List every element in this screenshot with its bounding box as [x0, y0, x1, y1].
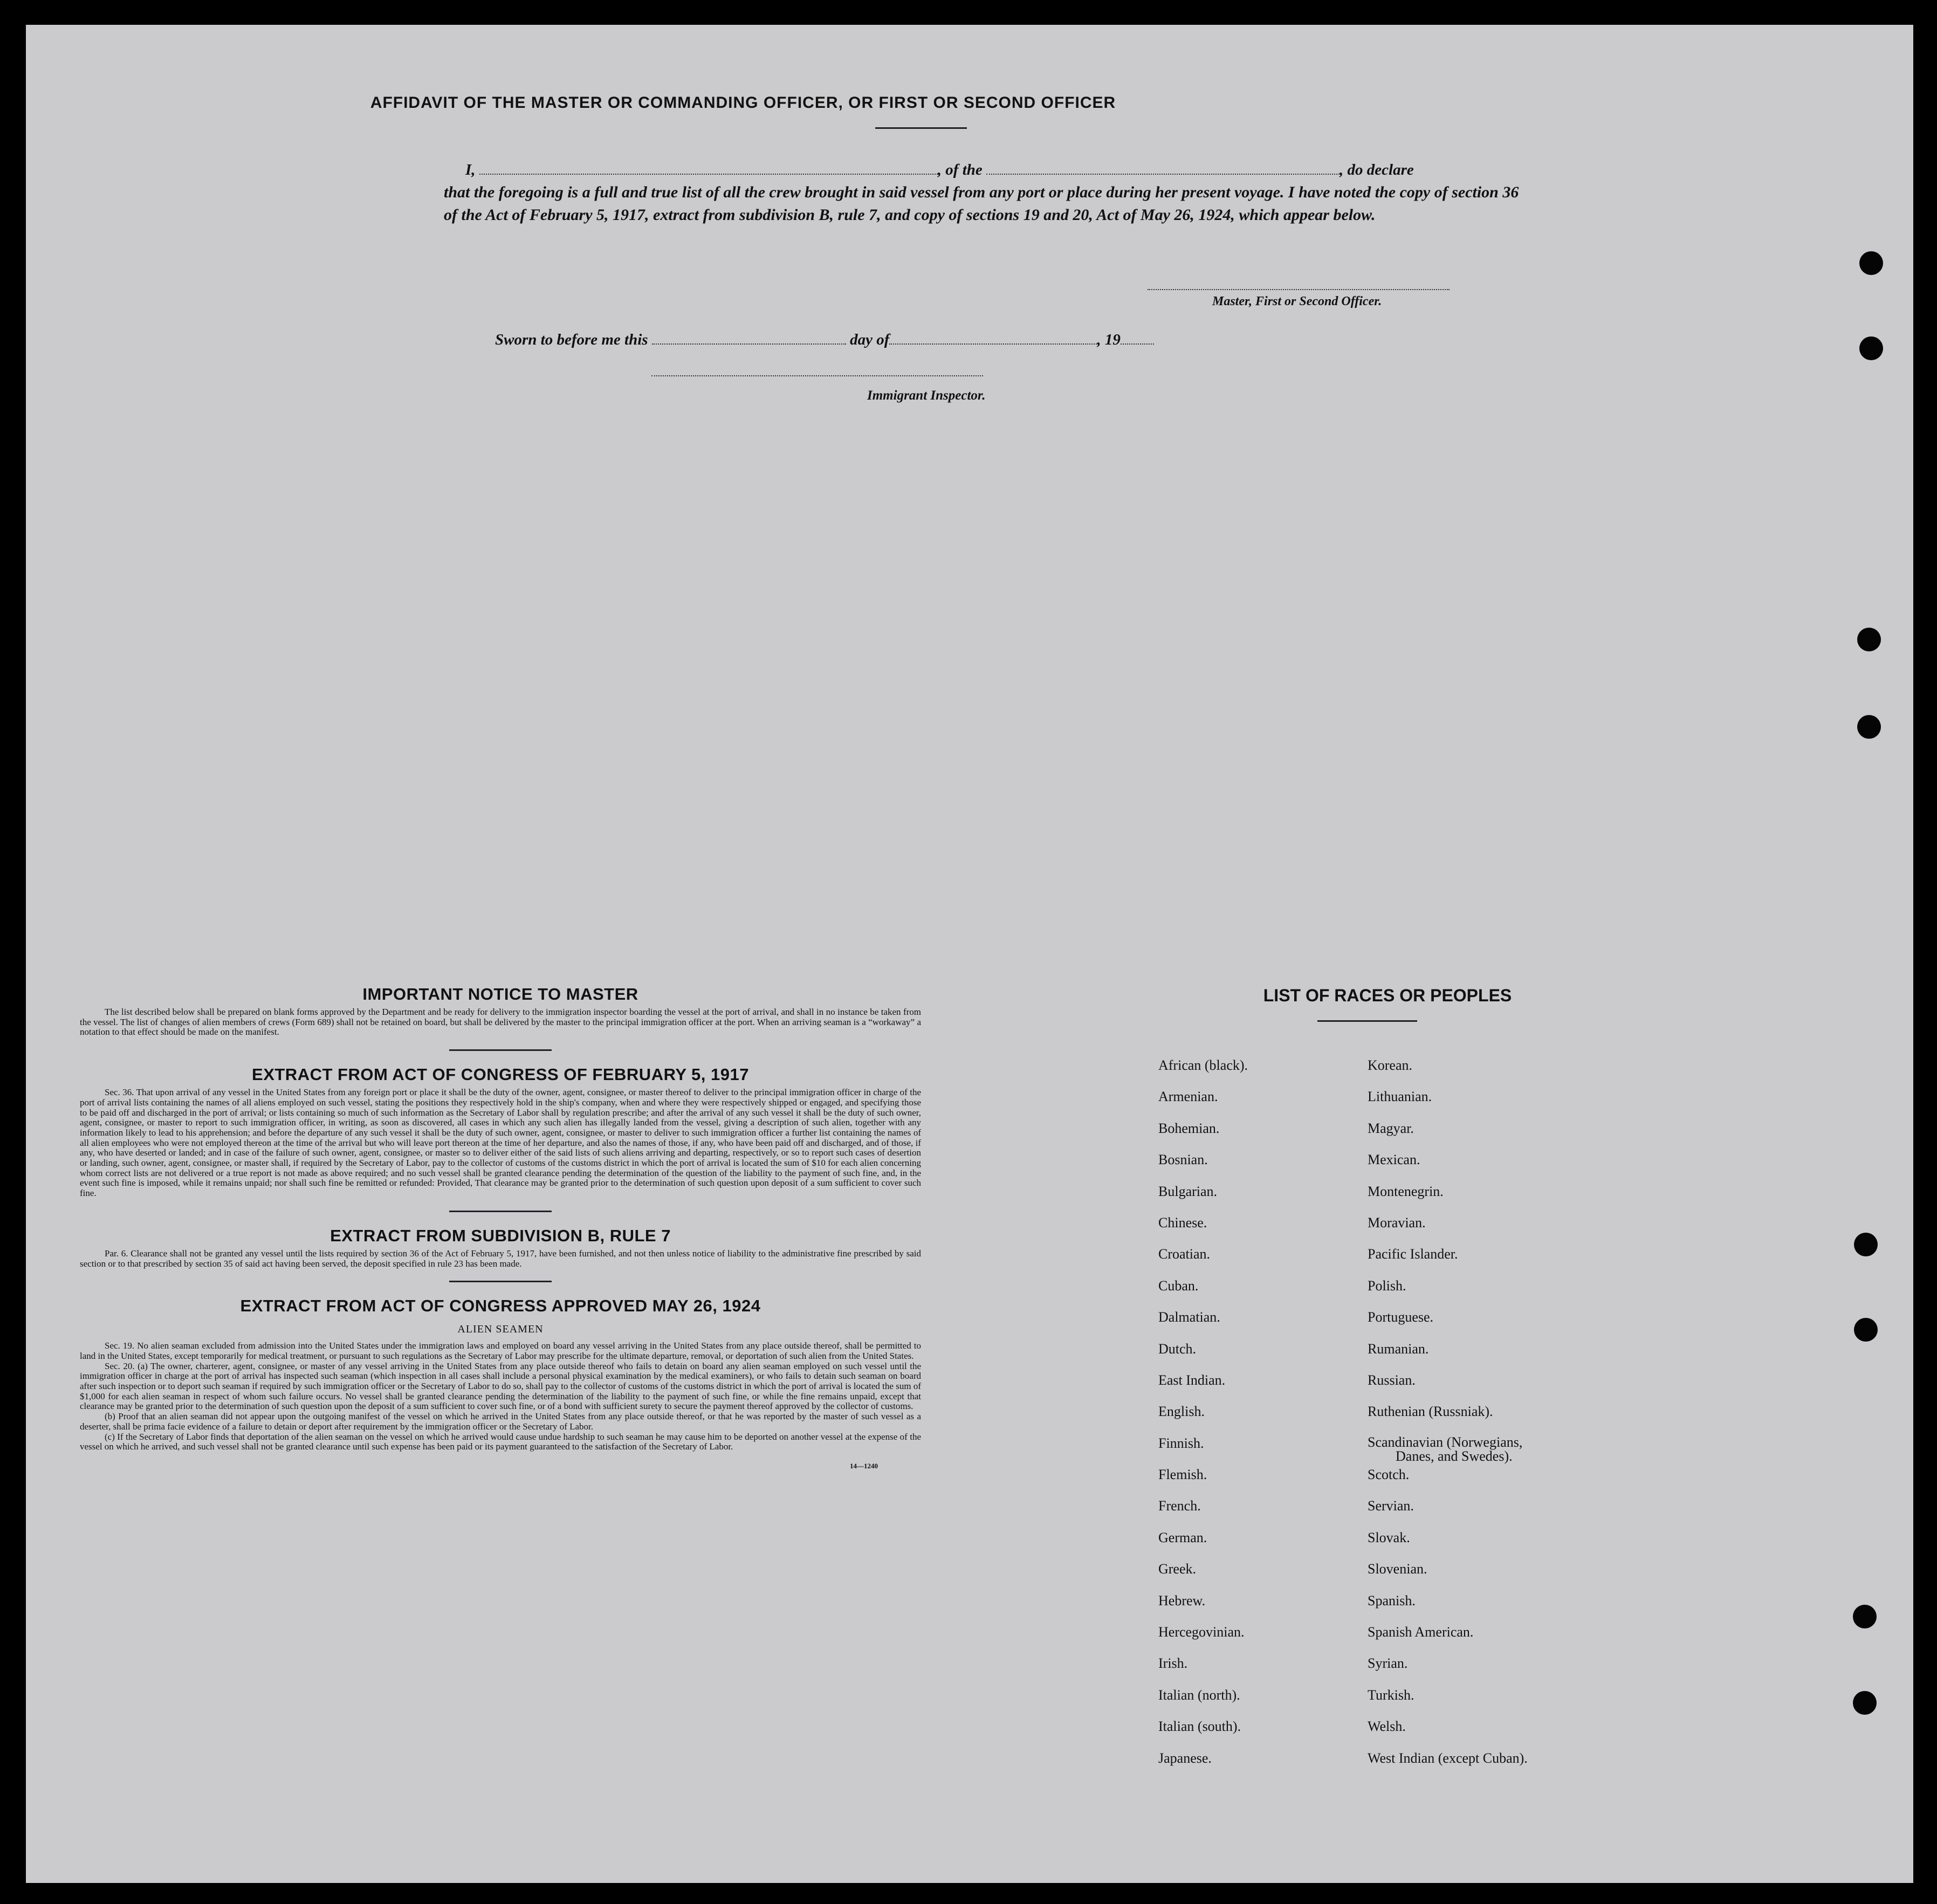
punch-hole	[1853, 1605, 1877, 1628]
race-item: West Indian (except Cuban).	[1368, 1750, 1528, 1766]
section-divider	[449, 1211, 552, 1212]
race-item: Scotch.	[1368, 1467, 1410, 1483]
vessel-blank[interactable]	[986, 162, 1340, 175]
punch-hole	[1857, 715, 1881, 739]
extract-1917-text: Sec. 36. That upon arrival of any vessel in the United States from any foreign port or place it shall be the duty of the owner, agent, consignee, or master thereof to deliver to the principal immigration officer in charge of the port of arrival lists containing the names of all aliens employed on such vessel, stating the positions they respectively hold in the ship's company, when and where they were respectively shipped or engaged, and specifying those to be paid off and discharged in the port of arrival; or lists containing so much of such information as the Secretary of Labor shall by regulation prescribe; and after the arrival of any such vessel it shall be the duty of such owner, agent, consignee, or master to report to such immigration officer, in writing, as soon as discovered, all cases in which any such alien has illegally landed from the vessel, giving a description of such alien, together with any information likely to lead to his apprehension; and before the departure of any such vessel it shall be the duty of such owner, agent, consignee, or master to deliver to such immigration officer a further list containing the names of all alien employees who were not employed thereon at the time of the arrival but who will leave port thereon at the time of her departure, and also the names of those, if any, who have been paid off and discharged, and of those, if any, who have deserted or landed; and in case of the failure of such owner, agent, consignee, or master so to deliver either of the said lists of such aliens arriving and departing, respectively, or so to report such cases of desertion or landing, such owner, agent, consignee, or master shall, if required by the Secretary of Labor, pay to the collector of customs of the customs district in which the port of arrival is located the sum of $10 for each alien concerning whom correct lists are not delivered or a true report is not made as above required; and no such vessel shall be granted clearance pending the determination of the question of the liability to the payment of such fine, and, in the event such fine is imposed, while it remains unpaid; nor shall such fine be remitted or refunded: Provided, That clearance may be granted prior to the determination of such question upon deposit of a sum sufficient to cover such fine.	[80, 1087, 921, 1199]
signature-label: Master, First or Second Officer.	[1212, 294, 1382, 308]
race-item: Syrian.	[1368, 1655, 1408, 1672]
title-divider	[875, 127, 967, 129]
races-divider	[1317, 1020, 1417, 1022]
section-divider	[449, 1281, 552, 1282]
sworn-month-blank[interactable]	[889, 332, 1097, 345]
race-item: Korean.	[1368, 1057, 1413, 1073]
race-item: Welsh.	[1368, 1719, 1406, 1735]
punch-hole	[1853, 1691, 1877, 1715]
race-item: East Indian.	[1158, 1372, 1226, 1388]
declare-label: , do declare	[1340, 161, 1414, 178]
race-item: Dutch.	[1158, 1341, 1197, 1357]
notice-text: The list described below shall be prepared on blank forms approved by the Department and be ready for delivery to the immigration inspector boarding the vessel at the port of arrival, and shall in no instance be taken from the vessel. The list of changes of alien members of crews (Form 689) shall not be retained on board, but shall be delivered by the master to the principal immigration officer at the port. When an arriving seaman is a “workaway” a notation to that effect should be made on the manifest.	[80, 1007, 921, 1037]
day-of-label: day of	[850, 331, 890, 348]
race-item: French.	[1158, 1498, 1201, 1514]
race-item: Greek.	[1158, 1561, 1197, 1577]
signature-blank[interactable]	[1148, 289, 1450, 290]
race-item: Spanish.	[1368, 1592, 1416, 1609]
affidavit-title: AFFIDAVIT OF THE MASTER OR COMMANDING OFFICER, OR FIRST OR SECOND OFFICER	[370, 94, 1116, 112]
race-item: Irish.	[1158, 1655, 1188, 1672]
race-item: Cuban.	[1158, 1277, 1199, 1294]
race-item: Hebrew.	[1158, 1592, 1206, 1609]
race-item: Flemish.	[1158, 1467, 1207, 1483]
race-item: English.	[1158, 1404, 1205, 1420]
year-label: , 19	[1097, 331, 1121, 348]
race-item: Ruthenian (Russniak).	[1368, 1404, 1493, 1420]
sworn-day-blank[interactable]	[652, 332, 846, 345]
punch-hole	[1854, 1233, 1878, 1256]
of-the-label: , of the	[937, 161, 983, 178]
race-item: Polish.	[1368, 1277, 1406, 1294]
inspector-signature-blank[interactable]	[651, 375, 983, 376]
race-item: Finnish.	[1158, 1435, 1204, 1451]
race-item: Moravian.	[1368, 1214, 1426, 1231]
inspector-label: Immigrant Inspector.	[867, 388, 986, 403]
race-item-line1: Scandinavian (Norwegians,	[1368, 1434, 1523, 1450]
section-divider	[449, 1049, 552, 1051]
notices-column	[80, 985, 921, 1470]
race-item: Dalmatian.	[1158, 1309, 1220, 1325]
sec19-text: Sec. 19. No alien seaman excluded from admission into the United States under the immigration laws and employed on board any vessel arriving in the United States from any place outside thereof, shall be permitted to land in the United States, except temporarily for medical treatment, or pursuant to such regulations as the Secretary of Labor may prescribe for the ultimate departure, removal, or deportation of such alien from the United States.	[80, 1341, 921, 1361]
race-item: Slovak.	[1368, 1529, 1410, 1545]
sworn-year-blank[interactable]	[1121, 332, 1154, 345]
races-title: LIST OF RACES OR PEOPLES	[1263, 986, 1512, 1005]
race-item: Slovenian.	[1368, 1561, 1427, 1577]
extract-1924-title: EXTRACT FROM ACT OF CONGRESS APPROVED MAY 26, 1924	[240, 1296, 761, 1316]
races-right-column	[1368, 1057, 1528, 1782]
notice-title: IMPORTANT NOTICE TO MASTER	[362, 985, 638, 1003]
race-item: Italian (south).	[1158, 1719, 1241, 1735]
race-item: Armenian.	[1158, 1089, 1218, 1105]
punch-hole	[1857, 628, 1881, 651]
race-item: Italian (north).	[1158, 1687, 1240, 1703]
race-item: Japanese.	[1158, 1750, 1212, 1766]
punch-hole	[1854, 1318, 1878, 1342]
sworn-prefix: Sworn to before me this	[495, 331, 648, 348]
affidavit-first-line	[465, 161, 1414, 179]
race-item: Rumanian.	[1368, 1341, 1429, 1357]
race-item: Spanish American.	[1368, 1624, 1474, 1640]
race-item: Montenegrin.	[1368, 1183, 1444, 1199]
race-item: Bohemian.	[1158, 1120, 1220, 1136]
race-item: Portuguese.	[1368, 1309, 1434, 1325]
punch-hole	[1859, 336, 1883, 360]
name-blank[interactable]	[479, 162, 938, 175]
sworn-line	[495, 331, 1154, 349]
sec20b-text: (b) Proof that an alien seaman did not appear upon the outgoing manifest of the vessel on which he arrived in the United States from any place outside thereof, or that he was reported by the master of such vessel as a deserter, shall be prima facie evidence of a failure to detain or deport after requirement by the immigration officer or the Secretary of Labor.	[80, 1411, 921, 1432]
race-item: Bulgarian.	[1158, 1183, 1218, 1199]
affidavit-body: that the foregoing is a full and true list of all the crew brought in said vessel from any port or place during her present voyage. I have noted the copy of section 36 of the Act of February 5, 1917, extract from subdivision B, rule 7, and copy of sections 19 and 20, Act of May 26, 1924, which appear below.	[444, 183, 1519, 224]
race-item: Mexican.	[1368, 1152, 1420, 1168]
race-item: Pacific Islander.	[1368, 1246, 1458, 1262]
race-item: German.	[1158, 1529, 1207, 1545]
race-item: Magyar.	[1368, 1120, 1414, 1136]
race-item-line2: Danes, and Swedes).	[1396, 1448, 1513, 1464]
sec20a-text: Sec. 20. (a) The owner, charterer, agent, consignee, or master of any vessel arriving in the United States from any place outside thereof who fails to detain on board any alien seaman employed on such vessel until the immigration officer in charge at the port of arrival has inspected such seaman (which inspection in all cases shall include a personal physical examination by the medical examiners), or who fails to detain such seaman on board after such inspection or to deport such seaman if required by such immigration officer or the Secretary of Labor to do so, shall pay to the collector of customs of the customs district in which the port of arrival is located the sum of $1,000 for each alien seaman in respect of whom such failure occurs. No vessel shall be granted clearance pending the determination of the liability to the payment of such fine, or while the fine remains unpaid, except that clearance may be granted prior to the determination of such question upon the deposit of a sum sufficient to cover such fine, or of a bond with sufficient surety to secure the payment thereof approved by the collector of customs.	[80, 1360, 921, 1412]
races-left-column	[1158, 1057, 1248, 1782]
race-item	[1368, 1435, 1528, 1467]
extract-rule7-title: EXTRACT FROM SUBDIVISION B, RULE 7	[330, 1226, 671, 1245]
document-page	[26, 25, 1913, 1883]
alien-seamen-subtitle: ALIEN SEAMEN	[457, 1323, 544, 1336]
race-item: Bosnian.	[1158, 1152, 1208, 1168]
race-item: Turkish.	[1368, 1687, 1414, 1703]
form-number: 14—1240	[850, 1461, 878, 1470]
affidavit-i-label: I,	[465, 161, 476, 178]
race-item: Russian.	[1368, 1372, 1416, 1388]
punch-hole	[1859, 251, 1883, 275]
race-item: Hercegovinian.	[1158, 1624, 1245, 1640]
race-item: Croatian.	[1158, 1246, 1211, 1262]
sec20c-text: (c) If the Secretary of Labor finds that deportation of the alien seaman on the vessel on which he arrived would cause undue hardship to such seaman he may cause him to be deported on another vessel at the expense of the vessel on which he arrived, and such vessel shall not be granted clearance until such expense has been paid or its payment guaranteed to the satisfaction of the Secretary of Labor.	[80, 1431, 921, 1452]
extract-rule7-text: Par. 6. Clearance shall not be granted any vessel until the lists required by section 36 of the Act of February 5, 1917, have been furnished, and not then unless notice of liability to the administrative fine prescribed by said section or to that prescribed by section 35 of said act having been served, the deposit specified in rule 23 has been made.	[80, 1248, 921, 1269]
extract-1917-title: EXTRACT FROM ACT OF CONGRESS OF FEBRUARY 5, 1917	[252, 1065, 749, 1084]
race-item: African (black).	[1158, 1057, 1248, 1073]
race-item: Servian.	[1368, 1498, 1414, 1514]
race-item: Chinese.	[1158, 1214, 1207, 1231]
race-item: Lithuanian.	[1368, 1089, 1432, 1105]
